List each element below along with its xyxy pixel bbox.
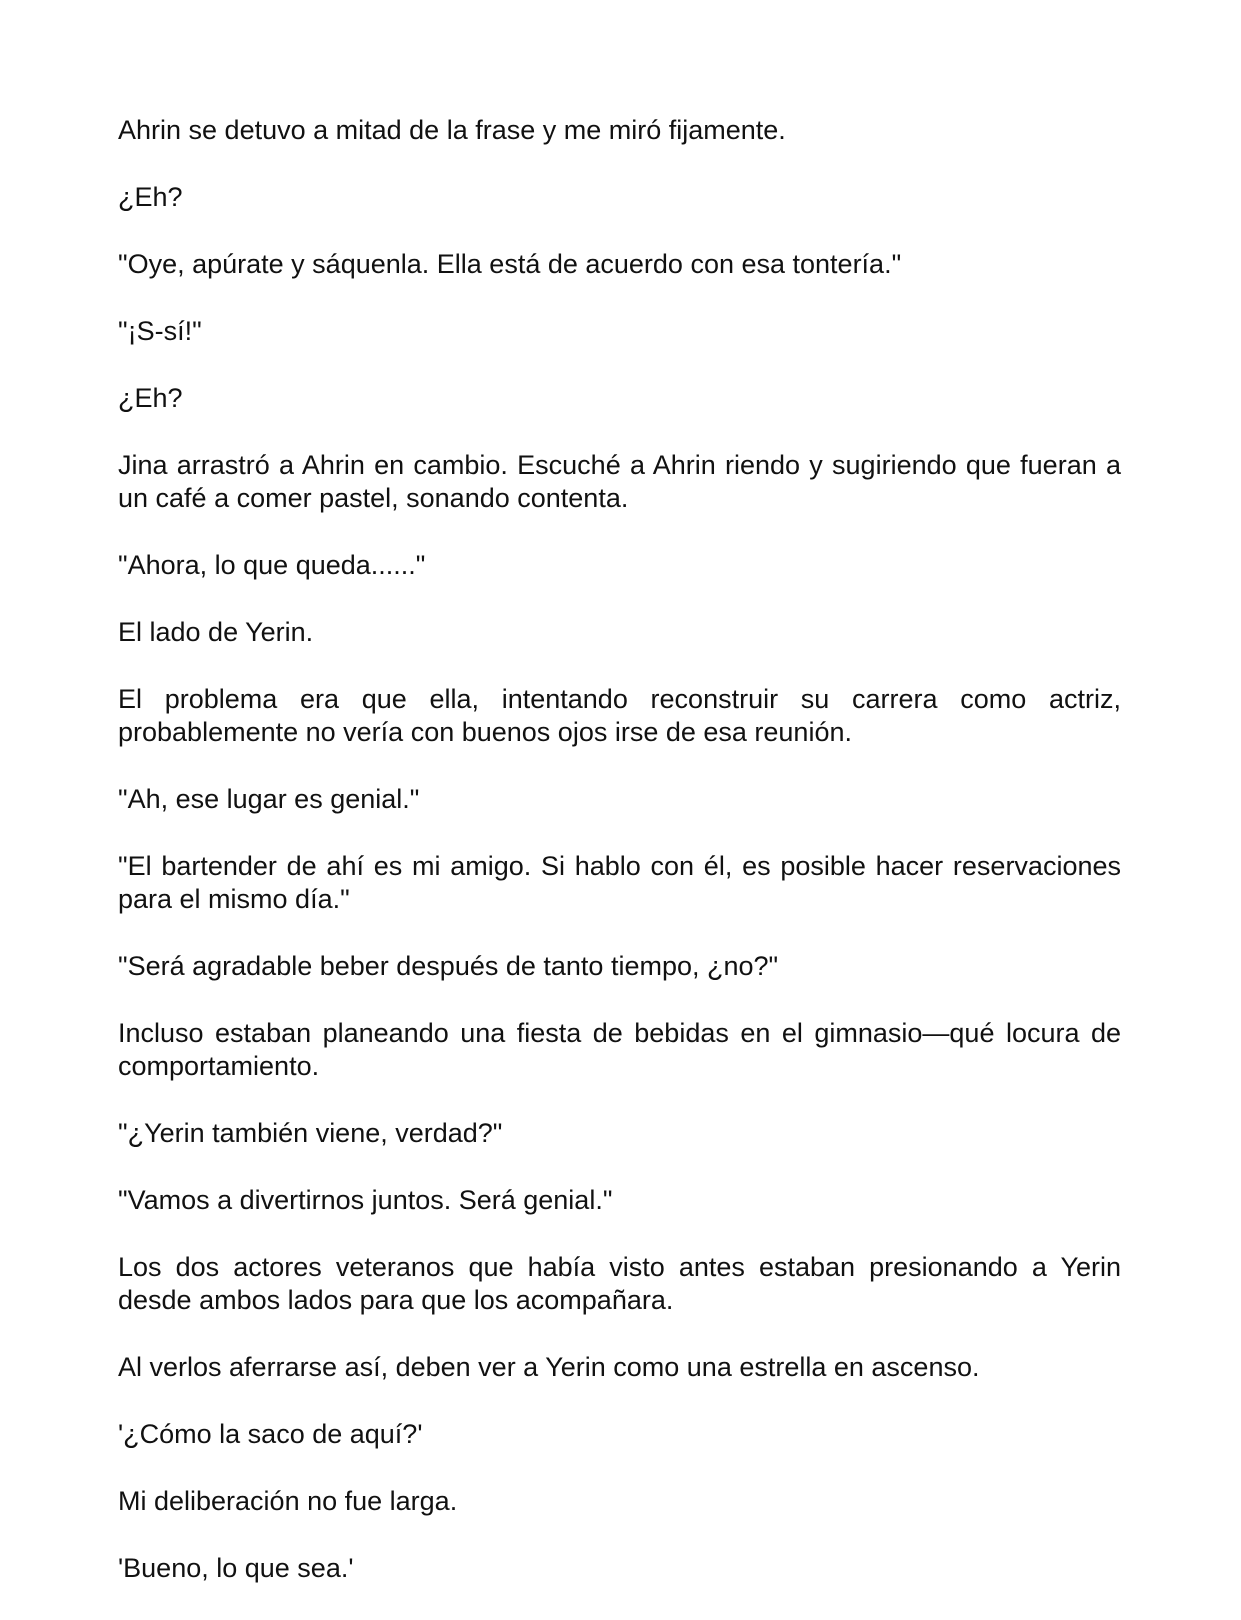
paragraph: "Será agradable beber después de tanto tiempo, ¿no?" (118, 951, 779, 981)
paragraph: El problema era que ella, intentando reconstruir su carrera como actriz, probablemente no vería con buenos ojos irse de esa reunión. (118, 684, 1121, 747)
paragraph: 'Bueno, lo que sea.' (118, 1553, 354, 1583)
paragraph: "El bartender de ahí es mi amigo. Si hablo con él, es posible hacer reservaciones para el mismo día." (118, 851, 1121, 914)
paragraph: ¿Eh? (118, 182, 183, 212)
paragraph: "Oye, apúrate y sáquenla. Ella está de acuerdo con esa tontería." (118, 249, 902, 279)
paragraph: El lado de Yerin. (118, 617, 314, 647)
paragraph: ¿Eh? (118, 383, 183, 413)
document-page (118, 114, 1121, 1619)
paragraph: "¡S-sí!" (118, 316, 202, 346)
paragraph: Mi deliberación no fue larga. (118, 1486, 458, 1516)
paragraph: "Ahora, lo que queda......" (118, 550, 426, 580)
paragraph: "¿Yerin también viene, verdad?" (118, 1118, 503, 1148)
paragraph: "Ah, ese lugar es genial." (118, 784, 420, 814)
paragraph: Al verlos aferrarse así, deben ver a Yerin como una estrella en ascenso. (118, 1352, 980, 1382)
paragraph: "Vamos a divertirnos juntos. Será genial." (118, 1185, 613, 1215)
paragraph: Incluso estaban planeando una fiesta de bebidas en el gimnasio—qué locura de comportamiento. (118, 1018, 1121, 1081)
paragraph: Ahrin se detuvo a mitad de la frase y me miró fijamente. (118, 115, 786, 145)
paragraph: Jina arrastró a Ahrin en cambio. Escuché a Ahrin riendo y sugiriendo que fueran a un café a comer pastel, sonando contenta. (118, 450, 1121, 513)
paragraph: Los dos actores veteranos que había visto antes estaban presionando a Yerin desde ambos lados para que los acompañara. (118, 1252, 1121, 1315)
paragraph: '¿Cómo la saco de aquí?' (118, 1419, 423, 1449)
